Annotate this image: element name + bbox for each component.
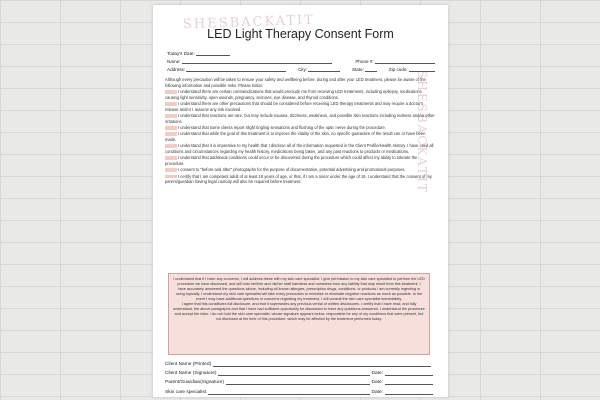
todays-date-row (167, 51, 230, 56)
consent-item (165, 155, 435, 166)
paragraph-text: I certify that I am competent adult of at least 18 years of age, or that, if I am a minor under the age of 18, I understand that the consent of my parent/guardian having legal custody will also be required before treatment. (165, 173, 432, 185)
state-field[interactable] (365, 67, 377, 72)
initial-field[interactable] (165, 144, 177, 148)
signature-label: Client Name (Signature) (165, 371, 217, 376)
initial-field[interactable] (165, 175, 177, 179)
initial-field[interactable] (165, 132, 177, 136)
date-label: Date: (371, 371, 383, 376)
paragraph-text: I consent to "before and after" photographs for the purpose of documentation, potential advertising and promotional purposes. (178, 167, 406, 173)
paragraph-text: I understand there are other precautions that should be considered before receiving LED therapy treatments and may require a doctor's release and/or I assume any risk involved. (165, 101, 424, 112)
city-field[interactable] (308, 67, 340, 72)
paragraph-text: I understand that it is imperative to my health that I disclose all of the information requested in the Client Profile/Health History. I have cited all conditions and circumstances regarding my health history, medications being taken, and any past reactions to products or medications. (165, 143, 434, 154)
consent-item (165, 167, 435, 173)
signature-row-specialist (165, 390, 433, 395)
initial-field[interactable] (165, 102, 177, 106)
paragraph-text: Although every precaution will be taken to ensure your safety and wellbeing before, during and after your LED treatment, please be aware of the following information and possible risks. Please Initial: (165, 77, 426, 88)
signature-row-guardian (165, 380, 433, 385)
watermark-side: SHESBACKATIT (415, 70, 430, 194)
address-row (167, 67, 435, 72)
consent-item (165, 125, 435, 131)
client-date-field[interactable] (385, 371, 433, 376)
state-label: State: (351, 67, 364, 72)
name-phone-row (167, 59, 435, 64)
address-label: Address: (167, 67, 186, 72)
specialist-date-field[interactable] (385, 390, 433, 395)
guardian-date-field[interactable] (385, 380, 433, 385)
signature-label: Parent/Guardian(Signature) (165, 380, 224, 385)
consent-item (165, 113, 435, 124)
city-label: City: (297, 67, 308, 72)
todays-date-label: Today's Date: (167, 51, 195, 56)
name-label: Name: (167, 59, 181, 64)
signature-row-client-printed (165, 362, 433, 367)
initial-field[interactable] (165, 156, 177, 160)
disclosure-box (168, 273, 430, 355)
phone-field[interactable] (375, 59, 435, 64)
zip-label: Zip code: (388, 67, 408, 72)
initial-field[interactable] (165, 90, 177, 94)
name-field[interactable] (182, 59, 332, 64)
signature-row-client (165, 371, 433, 376)
paragraph-text: I understand that some clients report slight tingling sensations and flushing of the optic nerve during the procedure. (178, 125, 386, 130)
specialist-signature-field[interactable] (208, 390, 369, 395)
consent-form-sheet (153, 5, 448, 397)
signature-label: Skin care specialist (165, 390, 207, 395)
paragraph-text: I understand that additional conditions could occur or be discovered during the procedure which could affect my ability to tolerate the procedure. (165, 155, 418, 166)
zip-field[interactable] (409, 67, 435, 72)
consent-paragraphs (165, 77, 435, 186)
initial-field[interactable] (165, 114, 177, 118)
consent-item (165, 101, 435, 112)
date-label: Date: (371, 380, 383, 385)
watermark-top: SHESBACKATIT (182, 12, 316, 33)
client-name-printed-field[interactable] (213, 362, 431, 367)
intro-paragraph (165, 77, 435, 88)
consent-item (165, 143, 435, 154)
consent-item (165, 131, 435, 142)
paragraph-text: I understand that reactions are rare, but may include nausea, dizziness, weakness, and possible skin reactions including redness and/or other irritations. (165, 113, 435, 124)
todays-date-field[interactable] (196, 51, 230, 56)
disclosure-paragraph: I agree that this constitutes full disclosure, and that it supersedes any previous verbal or written disclosures. I certify that I have read, and fully understand, the above paragraphs and that I have had sufficient opportunity for discussion to have any questions answered. I understand the procedure and accept the risks. I do not hold the skin care specialist, whose signature appears below, responsible for any of my conditions that were present, but not disclosed at the time of this procedure, which may be affected by the treatment performed today. (173, 302, 425, 321)
paragraph-text: I understand there are certain contraindications that would preclude me from receiving LED treatments, including epilepsy, medications causing light sensitivity, open wounds, pregnancy, seizures, eye disease, and thyroid conditions. (165, 89, 422, 100)
disclosure-paragraph: I understand that if I have any concerns, I will address these with my skin care specialist. I give permission to my skin care specialist to perform the LED procedure we have discussed, and will hold her/him and his/her staff harmless and nameless from any liability that may result from this treatment. I have accurately answered the questions above, including all known allergies, prescription drugs, conditions, or products I am currently ingesting or using topically. I understand my skin care specialist will take every precaution to minimize or eliminate negative reactions as much as possible. In the event I may have additional questions or concerns regarding my treatment, I will consult the skin care specialist immediately. (173, 277, 425, 301)
address-field[interactable] (186, 67, 286, 72)
date-label: Date: (371, 390, 383, 395)
signature-label: Client Name (Printed) (165, 362, 212, 367)
paragraph-text: I understand that while the goal of this treatment is to improve the vitality of the skin, no specific guarantee of the result can or have been made. (165, 131, 426, 142)
initial-field[interactable] (165, 126, 177, 130)
guardian-signature-field[interactable] (226, 380, 370, 385)
phone-label: Phone #: (355, 59, 374, 64)
initial-field[interactable] (165, 168, 177, 172)
client-signature-field[interactable] (218, 371, 369, 376)
consent-item (165, 174, 435, 185)
consent-item (165, 89, 435, 100)
form-title: LED Light Therapy Consent Form (207, 27, 394, 41)
